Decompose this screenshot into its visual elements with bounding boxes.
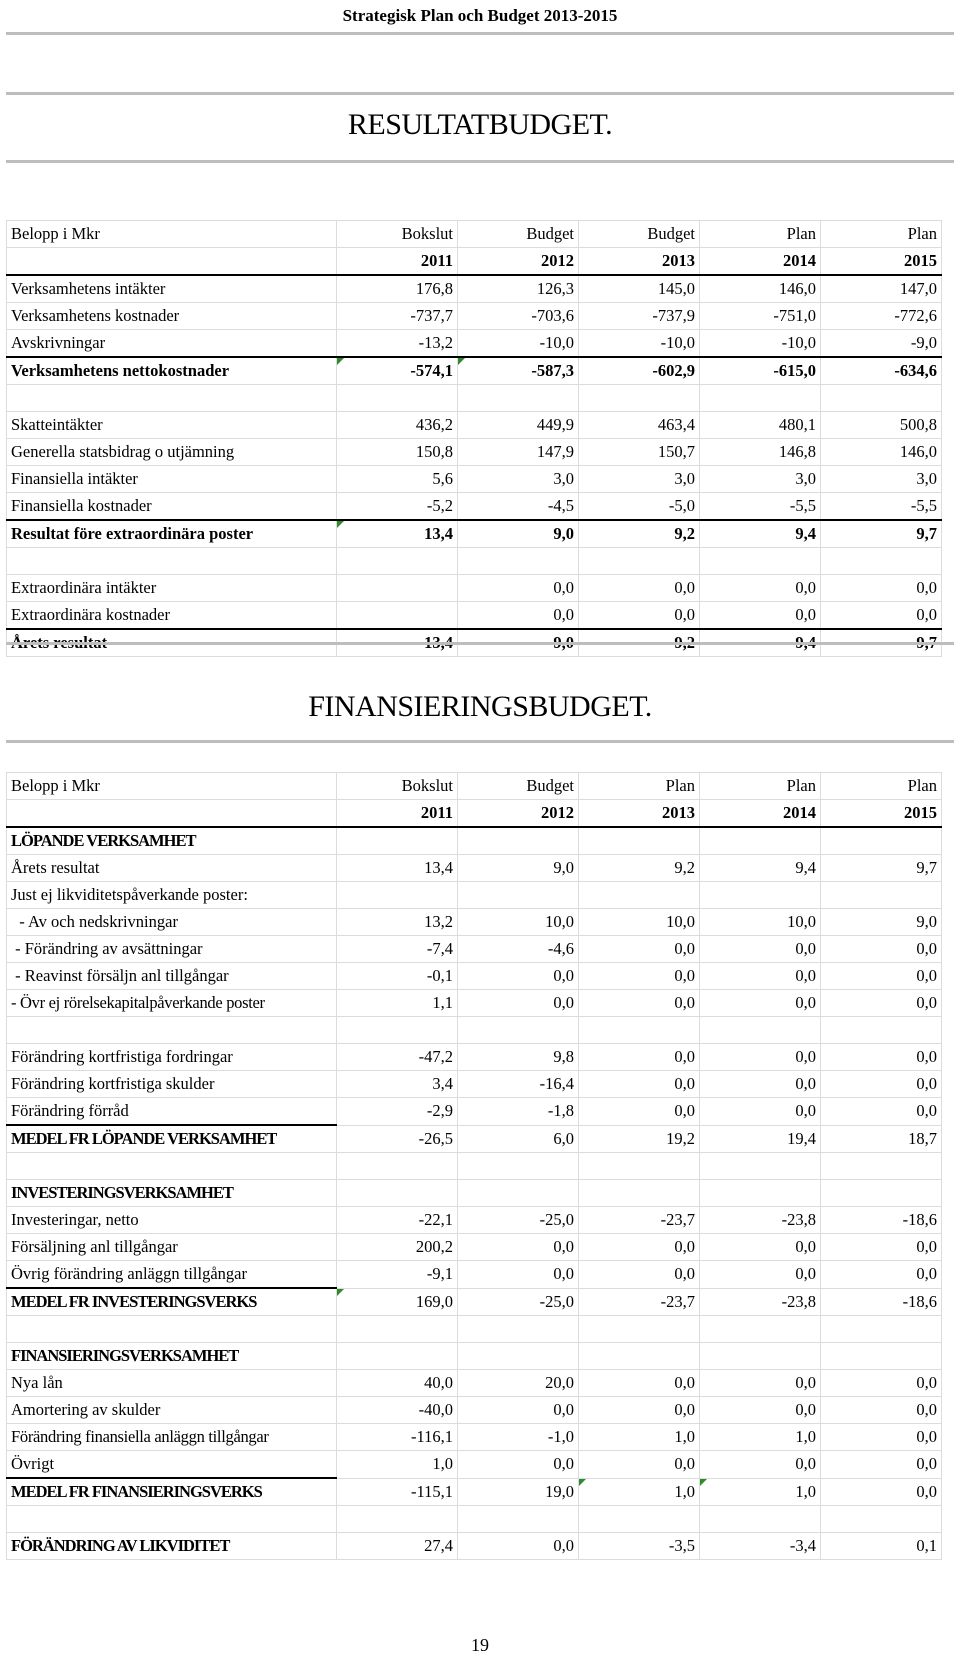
cell-value: 0,0: [458, 1234, 579, 1261]
resultatbudget-table: [6, 220, 942, 657]
table-header-row: [7, 773, 942, 800]
row-label: Förändring kortfristiga skulder: [7, 1071, 337, 1098]
cell-value: -574,1: [337, 357, 458, 385]
table-row: [7, 303, 942, 330]
cell-value: 10,0: [458, 909, 579, 936]
column-year-header: 2013: [579, 800, 700, 828]
cell-value: -737,7: [337, 303, 458, 330]
cell-value: -25,0: [458, 1207, 579, 1234]
column-label-header: Belopp i Mkr: [7, 221, 337, 248]
cell-value: 9,4: [700, 520, 821, 548]
finansieringsbudget-title: FINANSIERINGSBUDGET.: [308, 690, 652, 723]
table-year-row: [7, 248, 942, 276]
subtotal-row: [7, 357, 942, 385]
cell-value: 145,0: [579, 275, 700, 303]
cell-value: 0,0: [579, 990, 700, 1017]
section-heading-row: [7, 827, 942, 855]
cell-value: 0,0: [700, 1261, 821, 1289]
cell-value: 500,8: [821, 412, 942, 439]
cell-value: -16,4: [458, 1071, 579, 1098]
cell-value: 480,1: [700, 412, 821, 439]
cell-value: 0,0: [458, 1451, 579, 1479]
cell-value: 0,0: [821, 602, 942, 630]
cell-value: -26,5: [337, 1125, 458, 1153]
cell-value: 27,4: [337, 1533, 458, 1560]
row-label: Just ej likviditetspåverkande poster:: [7, 882, 337, 909]
row-label: Förändring förråd: [7, 1098, 337, 1126]
row-label: MEDEL FR FINANSIERINGSVERKS: [7, 1478, 337, 1506]
cell-value: -13,2: [337, 330, 458, 358]
cell-value: 0,0: [700, 1071, 821, 1098]
cell-value: -9,0: [821, 330, 942, 358]
cell-value: 0,0: [579, 1098, 700, 1126]
cell-value: -40,0: [337, 1397, 458, 1424]
table-row: [7, 1424, 942, 1451]
row-label: Amortering av skulder: [7, 1397, 337, 1424]
cell-value: 0,0: [458, 602, 579, 630]
resultat-title-rule-bottom: [6, 160, 954, 163]
cell-value: 1,0: [579, 1478, 700, 1506]
cell-value: -18,6: [821, 1288, 942, 1316]
cell-value: -10,0: [700, 330, 821, 358]
row-label: Nya lån: [7, 1370, 337, 1397]
cell-value: -751,0: [700, 303, 821, 330]
cell-value: 0,0: [579, 1451, 700, 1479]
cell-value: 176,8: [337, 275, 458, 303]
column-type-header: Plan: [821, 221, 942, 248]
cell-value: 0,0: [579, 1261, 700, 1289]
row-label: Försäljning anl tillgångar: [7, 1234, 337, 1261]
column-type-header: Plan: [700, 221, 821, 248]
cell-value: 146,0: [821, 439, 942, 466]
spacer-row: [7, 1153, 942, 1180]
cell-value: 0,0: [458, 990, 579, 1017]
row-label: Årets resultat: [7, 629, 337, 657]
cell-value: 13,2: [337, 909, 458, 936]
cell-value: 0,0: [579, 963, 700, 990]
cell-value: -22,1: [337, 1207, 458, 1234]
cell-value: 9,2: [579, 629, 700, 657]
column-year-header: 2014: [700, 248, 821, 276]
cell-value: 0,0: [458, 963, 579, 990]
cell-value: 10,0: [579, 909, 700, 936]
cell-value: -703,6: [458, 303, 579, 330]
cell-value: 9,0: [458, 855, 579, 882]
cell-value: 9,4: [700, 855, 821, 882]
cell-value: -737,9: [579, 303, 700, 330]
cell-value: 0,0: [821, 1397, 942, 1424]
table-row: [7, 466, 942, 493]
section-heading-row: [7, 1343, 942, 1370]
cell-value: 9,0: [821, 909, 942, 936]
column-year-header: 2011: [337, 248, 458, 276]
table-row: [7, 275, 942, 303]
cell-value: 0,0: [579, 1234, 700, 1261]
cell-value: 1,0: [579, 1424, 700, 1451]
row-label: Övrig förändring anläggn tillgångar: [7, 1261, 337, 1289]
row-label: - Av och nedskrivningar: [7, 909, 337, 936]
row-label: Förändring finansiella anläggn tillgångar: [7, 1424, 337, 1451]
cell-value: 0,0: [821, 1234, 942, 1261]
table-row: [7, 990, 942, 1017]
cell-value: 0,0: [700, 1397, 821, 1424]
cell-value: 0,0: [458, 1533, 579, 1560]
spacer-row: [7, 1017, 942, 1044]
cell-value: 0,0: [821, 963, 942, 990]
cell-value: -23,8: [700, 1288, 821, 1316]
cell-value: -602,9: [579, 357, 700, 385]
cell-value: 3,4: [337, 1071, 458, 1098]
cell-value: 19,4: [700, 1125, 821, 1153]
cell-value: -0,1: [337, 963, 458, 990]
cell-value: -2,9: [337, 1098, 458, 1126]
row-label: Skatteintäkter: [7, 412, 337, 439]
cell-value: -772,6: [821, 303, 942, 330]
cell-value: 463,4: [579, 412, 700, 439]
resultat-title-rule-top: [6, 92, 954, 95]
row-label: - Förändring av avsättningar: [7, 936, 337, 963]
cell-value: 0,0: [821, 1424, 942, 1451]
cell-value: 169,0: [337, 1288, 458, 1316]
cell-value: 9,0: [458, 520, 579, 548]
cell-value: [337, 602, 458, 630]
cell-value: 150,7: [579, 439, 700, 466]
subtotal-row: [7, 1288, 942, 1316]
column-year-header: 2015: [821, 248, 942, 276]
column-label-header: Belopp i Mkr: [7, 773, 337, 800]
cell-value: -634,6: [821, 357, 942, 385]
cell-value: -5,2: [337, 493, 458, 521]
cell-value: 0,0: [579, 1071, 700, 1098]
cell-value: -25,0: [458, 1288, 579, 1316]
cell-value: 0,0: [821, 990, 942, 1017]
table-row: [7, 909, 942, 936]
cell-value: 1,0: [700, 1478, 821, 1506]
spacer-row: [7, 548, 942, 575]
cell-value: 3,0: [579, 466, 700, 493]
cell-value: 0,0: [821, 1370, 942, 1397]
cell-value: 13,4: [337, 855, 458, 882]
table-row: [7, 412, 942, 439]
cell-value: 0,0: [700, 990, 821, 1017]
cell-value: 0,0: [579, 936, 700, 963]
table-row: [7, 1071, 942, 1098]
column-type-header: Bokslut: [337, 221, 458, 248]
table-year-row: [7, 800, 942, 828]
cell-value: 9,0: [458, 629, 579, 657]
column-type-header: Budget: [458, 221, 579, 248]
cell-value: 1,1: [337, 990, 458, 1017]
cell-value: -23,8: [700, 1207, 821, 1234]
table-row: [7, 963, 942, 990]
cell-value: -587,3: [458, 357, 579, 385]
cell-value: 13,4: [337, 629, 458, 657]
cell-value: -3,5: [579, 1533, 700, 1560]
cell-value: 0,0: [821, 1044, 942, 1071]
subtotal-row: [7, 1125, 942, 1153]
cell-value: 0,0: [821, 1071, 942, 1098]
table-row: [7, 1207, 942, 1234]
cell-value: -7,4: [337, 936, 458, 963]
cell-value: 0,0: [579, 1397, 700, 1424]
column-year-header: 2012: [458, 800, 579, 828]
table-row: [7, 1098, 942, 1126]
cell-value: 19,2: [579, 1125, 700, 1153]
subtotal-row: [7, 520, 942, 548]
cell-value: 10,0: [700, 909, 821, 936]
cell-value: 0,0: [579, 1044, 700, 1071]
row-label: Verksamhetens intäkter: [7, 275, 337, 303]
cell-value: 0,1: [821, 1533, 942, 1560]
spacer-row: [7, 385, 942, 412]
row-label: MEDEL FR LÖPANDE VERKSAMHET: [7, 1125, 337, 1153]
cell-value: 0,0: [821, 1451, 942, 1479]
row-label: FINANSIERINGSVERKSAMHET: [7, 1343, 337, 1370]
cell-value: -4,6: [458, 936, 579, 963]
column-year-header: 2011: [337, 800, 458, 828]
table-row: [7, 439, 942, 466]
column-type-header: Budget: [579, 221, 700, 248]
cell-value: -3,4: [700, 1533, 821, 1560]
spacer-row: [7, 1506, 942, 1533]
table-row: [7, 882, 942, 909]
cell-value: 3,0: [700, 466, 821, 493]
cell-value: 0,0: [700, 575, 821, 602]
cell-value: 1,0: [337, 1451, 458, 1479]
cell-value: -23,7: [579, 1207, 700, 1234]
finansieringsbudget-table: [6, 772, 942, 1560]
cell-value: -47,2: [337, 1044, 458, 1071]
cell-value: 0,0: [700, 1098, 821, 1126]
cell-value: [337, 575, 458, 602]
column-type-header: Budget: [458, 773, 579, 800]
cell-value: 200,2: [337, 1234, 458, 1261]
cell-value: 0,0: [821, 1098, 942, 1126]
row-label: Extraordinära kostnader: [7, 602, 337, 630]
finans-title-rule-top: [6, 642, 954, 645]
cell-value: 146,0: [700, 275, 821, 303]
cell-value: 150,8: [337, 439, 458, 466]
cell-value: 0,0: [458, 575, 579, 602]
section-heading-row: [7, 1180, 942, 1207]
cell-value: 3,0: [458, 466, 579, 493]
row-label: Finansiella intäkter: [7, 466, 337, 493]
column-year-header: 2015: [821, 800, 942, 828]
row-label: Övrigt: [7, 1451, 337, 1479]
table-row: [7, 1044, 942, 1071]
cell-value: 19,0: [458, 1478, 579, 1506]
cell-value: 147,0: [821, 275, 942, 303]
cell-value: 0,0: [700, 963, 821, 990]
column-year-header: 2012: [458, 248, 579, 276]
total-row: [7, 1533, 942, 1560]
row-label: LÖPANDE VERKSAMHET: [7, 827, 337, 855]
cell-value: 13,4: [337, 520, 458, 548]
cell-value: 0,0: [700, 1044, 821, 1071]
subtotal-row: [7, 1478, 942, 1506]
cell-value: -116,1: [337, 1424, 458, 1451]
cell-value: 9,2: [579, 855, 700, 882]
cell-value: 20,0: [458, 1370, 579, 1397]
cell-value: -4,5: [458, 493, 579, 521]
running-header: Strategisk Plan och Budget 2013-2015: [342, 6, 618, 25]
cell-value: 9,7: [821, 629, 942, 657]
row-label: INVESTERINGSVERKSAMHET: [7, 1180, 337, 1207]
cell-value: -18,6: [821, 1207, 942, 1234]
cell-value: 18,7: [821, 1125, 942, 1153]
column-year-header: 2013: [579, 248, 700, 276]
cell-value: 0,0: [821, 1478, 942, 1506]
cell-value: 9,7: [821, 855, 942, 882]
row-label: MEDEL FR INVESTERINGSVERKS: [7, 1288, 337, 1316]
column-type-header: Plan: [579, 773, 700, 800]
table-row: [7, 1451, 942, 1479]
table-row: [7, 330, 942, 358]
cell-value: 0,0: [821, 575, 942, 602]
resultatbudget-title: RESULTATBUDGET.: [347, 108, 613, 141]
row-label: Extraordinära intäkter: [7, 575, 337, 602]
cell-value: -615,0: [700, 357, 821, 385]
cell-value: 9,4: [700, 629, 821, 657]
row-label: Avskrivningar: [7, 330, 337, 358]
cell-value: 147,9: [458, 439, 579, 466]
cell-value: -23,7: [579, 1288, 700, 1316]
cell-value: -5,5: [700, 493, 821, 521]
cell-value: 146,8: [700, 439, 821, 466]
header-divider: [6, 32, 954, 35]
cell-value: 0,0: [458, 1261, 579, 1289]
row-label: Förändring kortfristiga fordringar: [7, 1044, 337, 1071]
cell-value: 0,0: [700, 936, 821, 963]
cell-value: 126,3: [458, 275, 579, 303]
cell-value: 9,7: [821, 520, 942, 548]
row-label: Investeringar, netto: [7, 1207, 337, 1234]
table-row: [7, 936, 942, 963]
row-label: Verksamhetens kostnader: [7, 303, 337, 330]
row-label: Generella statsbidrag o utjämning: [7, 439, 337, 466]
table-row: [7, 1397, 942, 1424]
row-label: Finansiella kostnader: [7, 493, 337, 521]
row-label: Verksamhetens nettokostnader: [7, 357, 337, 385]
table-row: [7, 493, 942, 521]
cell-value: -5,5: [821, 493, 942, 521]
row-label: Årets resultat: [7, 855, 337, 882]
cell-value: 0,0: [821, 936, 942, 963]
cell-value: 0,0: [700, 1451, 821, 1479]
cell-value: -1,0: [458, 1424, 579, 1451]
table-row: [7, 575, 942, 602]
table-row: [7, 1261, 942, 1289]
cell-value: 0,0: [579, 575, 700, 602]
cell-value: -1,8: [458, 1098, 579, 1126]
row-label: - Reavinst försäljn anl tillgångar: [7, 963, 337, 990]
table-row: [7, 1234, 942, 1261]
cell-value: 9,8: [458, 1044, 579, 1071]
cell-value: 1,0: [700, 1424, 821, 1451]
row-label: Resultat före extraordinära poster: [7, 520, 337, 548]
cell-value: -10,0: [579, 330, 700, 358]
finans-title-rule-bottom: [6, 740, 954, 743]
cell-value: -10,0: [458, 330, 579, 358]
cell-value: 0,0: [700, 1234, 821, 1261]
cell-value: -5,0: [579, 493, 700, 521]
cell-value: 3,0: [821, 466, 942, 493]
column-type-header: Bokslut: [337, 773, 458, 800]
cell-value: -115,1: [337, 1478, 458, 1506]
cell-value: 449,9: [458, 412, 579, 439]
cell-value: 40,0: [337, 1370, 458, 1397]
row-label: - Övr ej rörelsekapitalpåverkande poster: [7, 990, 337, 1017]
cell-value: 6,0: [458, 1125, 579, 1153]
cell-value: 0,0: [700, 1370, 821, 1397]
table-row: [7, 1370, 942, 1397]
column-type-header: Plan: [700, 773, 821, 800]
table-row: [7, 855, 942, 882]
column-type-header: Plan: [821, 773, 942, 800]
cell-value: -9,1: [337, 1261, 458, 1289]
cell-value: 0,0: [579, 1370, 700, 1397]
cell-value: 9,2: [579, 520, 700, 548]
cell-value: 0,0: [458, 1397, 579, 1424]
table-header-row: [7, 221, 942, 248]
cell-value: 0,0: [700, 602, 821, 630]
cell-value: 0,0: [821, 1261, 942, 1289]
cell-value: 436,2: [337, 412, 458, 439]
table-row: [7, 602, 942, 630]
cell-value: 5,6: [337, 466, 458, 493]
row-label: FÖRÄNDRING AV LIKVIDITET: [7, 1533, 337, 1560]
spacer-row: [7, 1316, 942, 1343]
page-number: 19: [471, 1635, 489, 1655]
cell-value: 0,0: [579, 602, 700, 630]
column-year-header: 2014: [700, 800, 821, 828]
